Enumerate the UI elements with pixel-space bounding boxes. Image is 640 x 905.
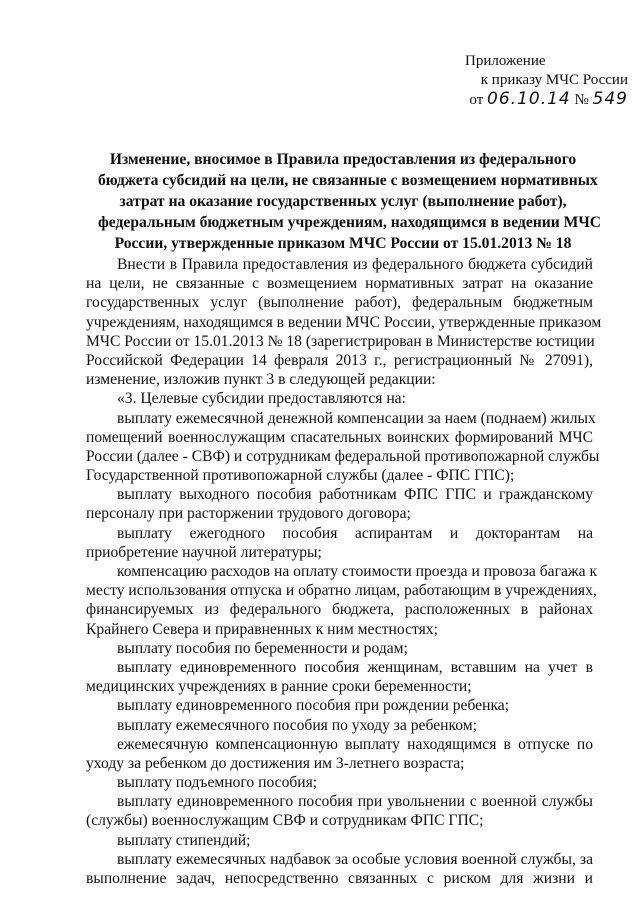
title-line: Изменение, вносимое в Правила предоставления из федерального — [109, 151, 577, 168]
body-text-line: Государственной противопожарной службы (далее - ФПС ГПС); — [86, 467, 515, 485]
body-text-line: медицинских учреждениях в ранние сроки беременности; — [86, 678, 472, 696]
title-line: бюджета субсидий на цели, не связанные с возмещением нормативных — [98, 172, 598, 189]
body-text-line: выплату подъемного пособия; — [117, 774, 318, 792]
body-text-line: финансируемых из федерального бюджета, расположенных в районах — [86, 601, 593, 619]
body-text-line: выплату ежемесячных надбавок за особые условия военной службы, за — [117, 850, 593, 868]
body-text-line: выплату единовременного пособия при увольнении с военной службы — [117, 793, 593, 811]
body-text-line: изменение, изложив пункт 3 в следующей редакции: — [86, 371, 436, 389]
body-text-line: уходу за ребенком до достижения им 3-летнего возраста; — [86, 754, 465, 772]
handwritten-date: 06.10.14 — [487, 89, 571, 109]
handwritten-number: 549 — [592, 89, 628, 109]
body-text-line: персоналу при расторжении трудового договора; — [86, 505, 411, 523]
body-text-line: выплату единовременного пособия женщинам, вставшим на учет в — [117, 658, 593, 676]
body-text-line: выплату единовременного пособия при рождении ребенка; — [117, 697, 510, 715]
body-text-line: компенсацию расходов на оплату стоимости проезда и провоза багажа к — [117, 563, 598, 580]
body-text-line: месту использования отпуска и обратно лицам, работающим в учреждениях, — [86, 582, 597, 600]
document-body — [86, 255, 602, 888]
body-text-line: ежемесячную компенсационную выплату находящимся в отпуске по — [117, 735, 593, 753]
appendix-order-reference: к приказу МЧС России — [480, 72, 628, 88]
body-text-line: Крайнего Севера и приравненных к ним местностях; — [86, 620, 438, 638]
body-text-line: выплату пособия по беременности и родам; — [117, 639, 408, 657]
body-text-line: помещений военнослужащим спасательных воинских формирований МЧС — [86, 428, 593, 446]
body-text-line: (службы) военнослужащим СВФ и сотрудникам ФПС ГПС; — [86, 812, 484, 830]
title-line: России, утвержденные приказом МЧС России от 15.01.2013 № 18 — [114, 235, 572, 252]
body-text-line: государственных услуг (выполнение работ), федеральным бюджетным — [86, 294, 593, 312]
body-text-line: выплату ежемесячного пособия по уходу за ребенком; — [117, 716, 477, 734]
body-text-line: выплату ежемесячной денежной компенсации за наем (поднаем) жилых — [117, 409, 596, 427]
body-text-line: «3. Целевые субсидии предоставляются на: — [117, 390, 406, 408]
title-line: затрат на оказание государственных услуг (выполнение работ), — [119, 193, 567, 210]
body-text-line: на цели, не связанные с возмещением нормативных затрат на оказание — [86, 275, 593, 293]
body-text-line: выплату ежегодного пособия аспирантам и докторантам на — [117, 524, 593, 542]
number-sign: № — [574, 92, 589, 108]
body-text-line: выполнение задач, непосредственно связанных с риском для жизни и — [86, 870, 593, 887]
appendix-label: Приложение — [465, 53, 546, 69]
body-text-line: России (далее - СВФ) и сотрудникам федеральной противопожарной службы — [86, 447, 600, 465]
body-text-line: приобретение научной литературы; — [86, 543, 322, 561]
body-text-line: Российской Федерации 14 февраля 2013 г., регистрационный № 27091), — [86, 351, 593, 369]
body-text-line: МЧС России от 15.01.2013 № 18 (зарегистрирован в Министерстве юстиции — [86, 332, 595, 350]
date-prefix: от — [469, 92, 484, 108]
title-line: федеральным бюджетным учреждениям, находящимся в ведении МЧС — [98, 214, 602, 231]
document-title — [98, 149, 602, 254]
body-text-line: выплату выходного пособия работникам ФПС ГПС и гражданскому — [117, 486, 593, 504]
body-text-line: Внести в Правила предоставления из федерального бюджета субсидий — [117, 256, 593, 273]
appendix-date-number-line — [448, 90, 628, 110]
appendix-header — [448, 52, 628, 110]
body-text-line: выплату стипендий; — [117, 831, 251, 849]
body-text-line: учреждениям, находящимся в ведении МЧС России, утвержденные приказом — [86, 313, 602, 331]
